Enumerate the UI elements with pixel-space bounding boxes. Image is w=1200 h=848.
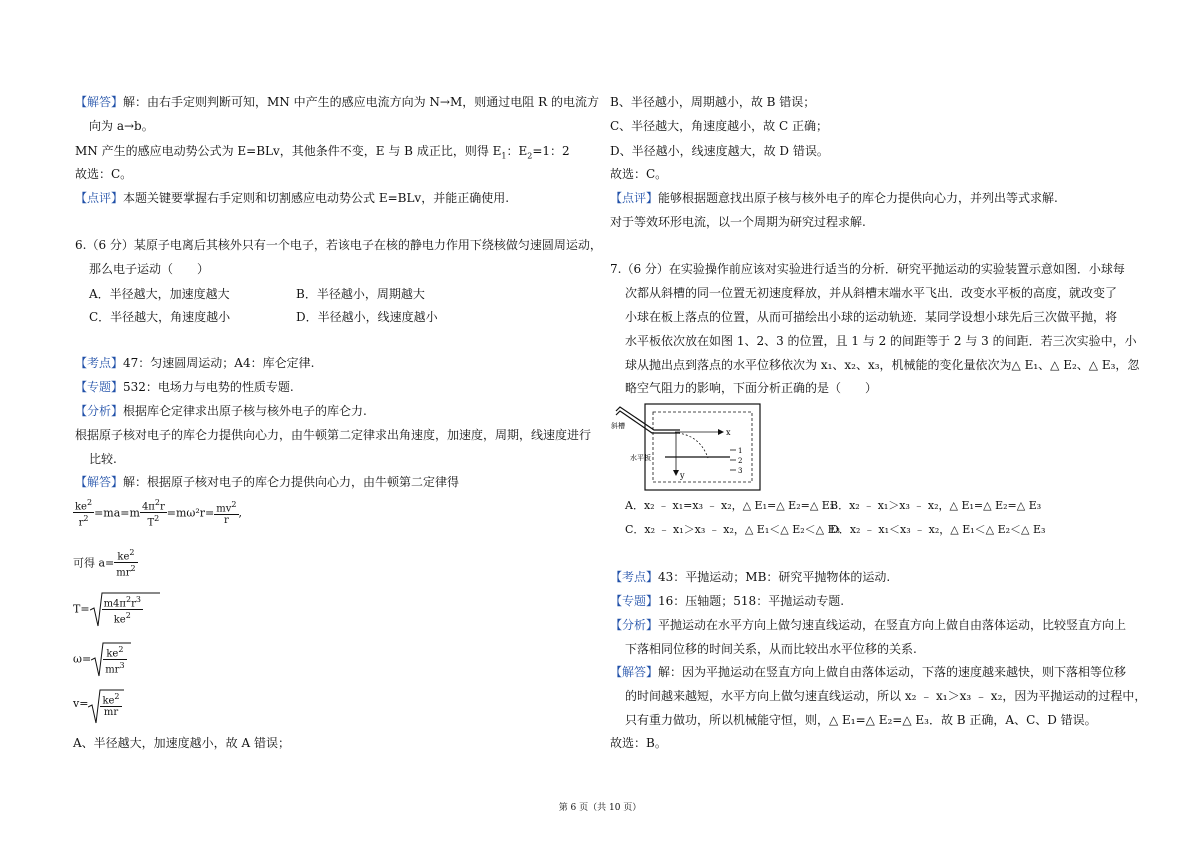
fraction-ke2-r2	[73, 497, 94, 529]
label-3: 3	[738, 467, 743, 475]
fraction-mv2-r	[214, 499, 238, 526]
exp-2: 2	[125, 595, 132, 604]
q7-stem-line3: 小球在板上落点的位置，从而可描绘出小球的运动轨迹．某同学设想小球先后三次做平抛，将	[625, 310, 1118, 324]
label-2: 2	[738, 457, 743, 465]
q7-knowledge-point	[610, 569, 890, 585]
q5-answer-text: 解：由右手定则判断可知，MN 中产生的感应电流方向为 N→M，则通过电阻 R 的电流方	[123, 95, 599, 109]
v-eq: v=	[73, 697, 89, 711]
m4pi: m4π	[103, 598, 126, 610]
sqrt-v	[88, 689, 121, 718]
q6-option-a: A．半径越大，加速度越大	[89, 287, 230, 301]
exp-3: 3	[135, 595, 141, 604]
exp-2: 2	[231, 500, 237, 510]
topic-tag: 【专题】	[75, 380, 124, 394]
kp-tag: 【考点】	[610, 570, 659, 584]
exp-2: 2	[83, 514, 89, 524]
q6-conclusion-d: D、半径越小，线速度越大，故 D 错误。	[610, 144, 829, 158]
equation-newton	[73, 497, 242, 529]
q6-topic	[75, 379, 294, 395]
ke: ke	[106, 648, 119, 660]
q7-stem-line1: 7.（6 分）在实验操作前应该对实验进行适当的分析．研究平抛运动的实验装置示意如图．小球每	[610, 262, 1125, 276]
comma: ,	[238, 506, 242, 520]
equation-v	[73, 689, 122, 718]
r: r	[223, 515, 229, 527]
mr: mr	[116, 567, 131, 579]
ke: ke	[113, 614, 126, 626]
sqrt-sign-icon	[88, 689, 124, 725]
q7-analysis	[610, 617, 1126, 633]
q6-analysis-text: 根据库仑定律求出原子核与核外电子的库仑力.	[123, 404, 367, 418]
sqrt-sign-icon	[90, 592, 160, 628]
q6-answer-text: 解：根据原子核对电子的库仑力提供向心力，由牛顿第二定律得	[123, 475, 460, 489]
q6-topic-text: 532：电场力与电势的性质专题.	[123, 380, 294, 394]
q6-analysis-line3: 比较.	[89, 452, 117, 466]
label-1: 1	[738, 447, 743, 455]
q7-topic	[610, 593, 844, 609]
exp-2: 2	[130, 564, 136, 574]
comment-tag: 【点评】	[610, 191, 659, 205]
q7-answer	[610, 664, 1126, 680]
q7-option-a: A．x₂ ﹣ x₁=x₃ ﹣ x₂，△ E₁=△ E₂=△ E₃	[625, 499, 835, 512]
q7-topic-text: 16：压轴题；518：平抛运动专题.	[658, 594, 845, 608]
answer-tag: 【解答】	[75, 475, 124, 489]
eq-mw: =mω²r=	[166, 506, 215, 520]
exp-2: 2	[125, 611, 131, 621]
sqrt-T	[90, 592, 143, 626]
T-eq: T=	[73, 602, 90, 616]
projectile-apparatus-figure	[610, 402, 770, 494]
q6-comment-line2: 对于等效环形电流，以一个周期为研究过程求解.	[610, 215, 866, 229]
q6-conclusion-b: B、半径越小，周期越小，故 B 错误；	[610, 95, 816, 109]
q6-analysis-line2: 根据原子核对电子的库仑力提供向心力，由牛顿第二定律求出角速度，加速度，周期，线速度进行	[75, 428, 592, 442]
r: r	[78, 517, 84, 529]
q6-comment-text: 能够根据题意找出原子核与核外电子的库仑力提供向心力，并列出等式求解.	[658, 191, 1058, 205]
exp-2: 2	[86, 498, 93, 507]
chute-shape	[616, 407, 680, 430]
equation-a	[73, 547, 138, 579]
ke: ke	[75, 501, 87, 513]
exp-2: 2	[154, 498, 160, 507]
q6-answer	[75, 474, 459, 490]
q7-stem-line6: 略空气阻力的影响，下面分析正确的是（ ）	[625, 381, 878, 395]
T: T	[147, 517, 155, 529]
ke: ke	[117, 551, 130, 563]
label-x: x	[726, 428, 731, 437]
sqrt-sign-icon	[91, 642, 131, 678]
q5-emf-ratio: =1：2	[532, 144, 570, 158]
fraction-4pi2r-T2	[140, 497, 167, 529]
q6-conclusion-c: C、半径越大，角速度越小，故 C 正确；	[610, 119, 828, 133]
exp-2: 2	[154, 514, 160, 524]
q6-option-c: C．半径越大，角速度越小	[89, 310, 231, 324]
q6-knowledge-point	[75, 355, 314, 371]
page-footer: 第 6 页（共 10 页）	[558, 803, 642, 813]
ke: ke	[102, 695, 115, 707]
q6-analysis	[75, 403, 367, 419]
q7-answer-line3: 只有重力做功，所以机械能守恒，则，△ E₁=△ E₂=△ E₃．故 B 正确，A、C、D 错误。	[625, 713, 1097, 727]
four-pi: 4π	[141, 501, 155, 513]
q6-stem-line1: 6.（6 分）某原子电离后其核外只有一个电子，若该电子在核的静电力作用下绕核做匀速圆周运动，	[75, 238, 602, 252]
kp-tag: 【考点】	[75, 356, 124, 370]
equation-T	[73, 592, 143, 626]
q7-stem-line5: 球从抛出点到落点的水平位移依次为 x₁、x₂、x₃，机械能的变化量依次为△ E₁、△ E₂、△ E₃，忽	[625, 358, 1140, 372]
analysis-tag: 【分析】	[75, 404, 124, 418]
q7-choice: 故选：B。	[610, 736, 667, 750]
analysis-tag: 【分析】	[610, 618, 659, 632]
q7-analysis-text: 平抛运动在水平方向上做匀速直线运动，在竖直方向上做自由落体运动，比较竖直方向上	[658, 618, 1127, 632]
q7-stem-line4: 水平板依次放在如图 1、2、3 的位置，且 1 与 2 的间距等于 2 与 3 的间距．若三次实验中，小	[625, 334, 1137, 348]
q6-option-b: B．半径越小，周期越大	[296, 287, 425, 301]
q6-choice: 故选：C。	[610, 167, 668, 181]
q7-answer-line2: 的时间越来越短，水平方向上做匀速直线运动，所以 x₂ ﹣ x₁＞x₃ ﹣ x₂，因为平抛运动的过程中，	[625, 689, 1147, 703]
trajectory-curve	[678, 433, 708, 458]
mr: mr	[105, 664, 120, 676]
omega-eq: ω=	[73, 652, 92, 666]
answer-tag: 【解答】	[75, 95, 124, 109]
fraction-a	[114, 547, 137, 579]
x-arrow-icon	[718, 429, 724, 435]
q5-emf-ratio-sep: ：E	[506, 144, 528, 158]
r: r	[159, 501, 165, 513]
equation-omega	[73, 642, 127, 676]
q5-comment-text: 本题关键要掌握右手定则和切割感应电动势公式 E=BLv，并能正确使用.	[123, 191, 510, 205]
q7-option-c: C．x₂ ﹣ x₁＞x₃ ﹣ x₂，△ E₁＜△ E₂＜△ E₃	[625, 523, 841, 536]
q7-option-d: D．x₂ ﹣ x₁＜x₃ ﹣ x₂，△ E₁＜△ E₂＜△ E₃	[830, 523, 1046, 536]
q7-stem-line2: 次都从斜槽的同一位置无初速度释放，并从斜槽末端水平飞出．改变水平板的高度，就改变了	[625, 286, 1118, 300]
sqrt-omega	[91, 642, 126, 676]
y-arrow-icon	[673, 470, 679, 476]
q6-conclusion-a: A、半径越大，加速度越小，故 A 错误；	[73, 736, 290, 750]
exp-2: 2	[118, 645, 124, 654]
comment-tag: 【点评】	[75, 191, 124, 205]
eq-ma: =ma=m	[94, 506, 140, 520]
exp-3: 3	[119, 661, 125, 671]
q5-choice: 故选：C。	[75, 167, 133, 181]
mv: mv	[216, 503, 232, 515]
r: r	[131, 598, 136, 610]
label-chute: 斜槽	[611, 422, 625, 430]
q6-comment	[610, 190, 1058, 206]
q7-analysis-line2: 下落相同位移的时间关系，从而比较出水平位移的关系.	[625, 642, 917, 656]
topic-tag: 【专题】	[610, 594, 659, 608]
q5-comment	[75, 190, 509, 206]
q5-answer-line3: MN 产生的感应电动势公式为 E=BLv，其他条件不变，E 与 B 成正比，则得 $E_1$：$E_2=1$：2	[75, 144, 570, 161]
q5-answer-line2: 向为 a→b。	[89, 119, 154, 133]
exp-2: 2	[114, 692, 120, 701]
exp-2: 2	[129, 548, 135, 557]
q5-emf-text: MN 产生的感应电动势公式为 E=BLv，其他条件不变，E 与 B 成正比，则得 E	[75, 144, 502, 158]
get-a: 可得 a=	[73, 556, 115, 570]
mr: mr	[103, 707, 119, 719]
q7-option-b: B．x₂ ﹣ x₁＞x₃ ﹣ x₂，△ E₁=△ E₂=△ E₃	[830, 499, 1042, 512]
label-plate: 水平板	[630, 454, 651, 462]
q6-kp-text: 47：匀速圆周运动；A4：库仑定律.	[123, 356, 315, 370]
q7-kp-text: 43：平抛运动；MB：研究平抛物体的运动.	[658, 570, 891, 584]
q5-answer-line1	[75, 94, 599, 110]
answer-tag: 【解答】	[610, 665, 659, 679]
q6-option-d: D．半径越小，线速度越小	[296, 310, 438, 324]
label-y: y	[680, 471, 685, 480]
q7-answer-text: 解：因为平抛运动在竖直方向上做自由落体运动，下落的速度越来越快，则下落相等位移	[658, 665, 1127, 679]
q6-stem-line2: 那么电子运动（ ）	[89, 262, 210, 276]
right-column	[600, 0, 1200, 848]
